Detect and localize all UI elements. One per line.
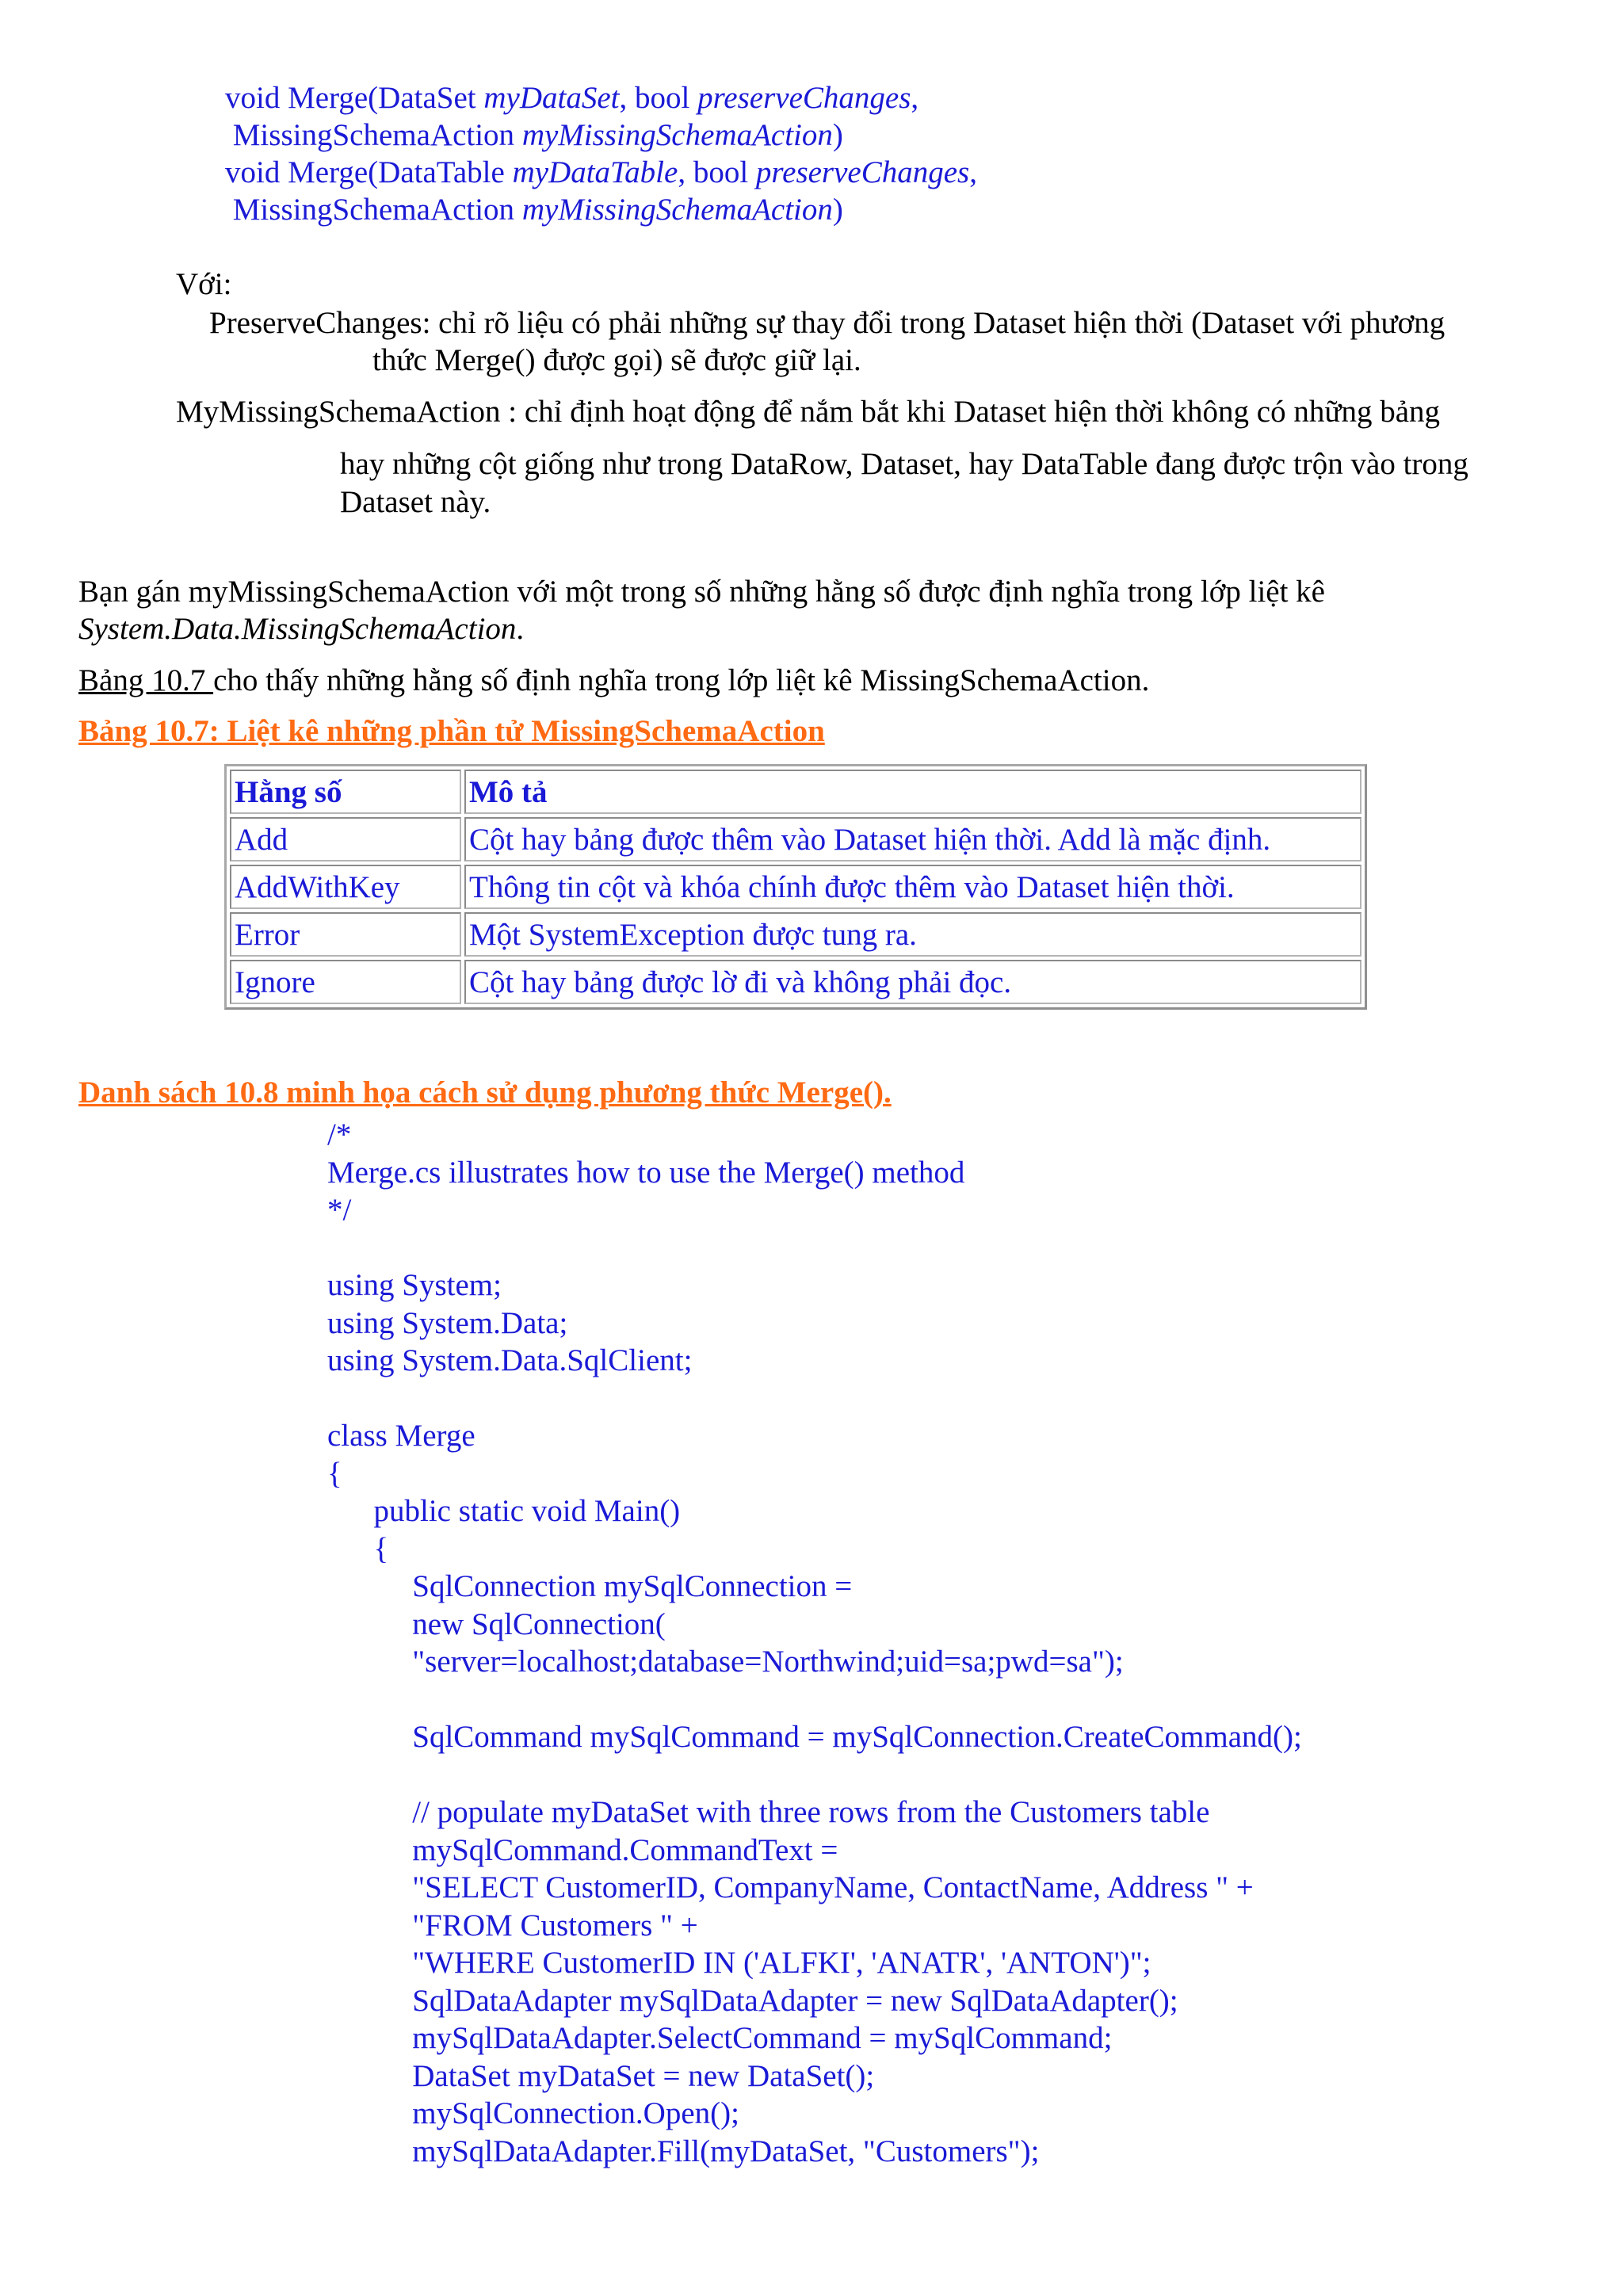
code-line: {	[327, 1456, 342, 1491]
code-line: "SELECT CustomerID, CompanyName, ContactName, Address " +	[327, 1870, 1254, 1904]
code-line	[327, 1229, 1302, 1267]
listing-caption: Danh sách 10.8 minh họa cách sử dụng phương thức Merge().	[78, 1075, 892, 1110]
signature-line-4	[225, 191, 843, 228]
sig-param: myDataTable	[512, 155, 678, 189]
sig-text: MissingSchemaAction	[225, 193, 522, 227]
assign-paragraph-line-2	[78, 610, 524, 648]
signature-line-1	[225, 79, 918, 117]
table-cell-constant: AddWithKey	[230, 865, 461, 909]
code-line: DataSet myDataSet = new DataSet();	[327, 2058, 875, 2093]
table-cell-constant: Add	[230, 817, 461, 861]
missing-schema-desc-3: Dataset này.	[340, 485, 491, 519]
code-line: using System;	[327, 1268, 502, 1302]
code-line: mySqlDataAdapter.SelectCommand = mySqlCommand;	[327, 2021, 1113, 2055]
sig-param: preserveChanges	[697, 81, 911, 115]
sig-text: MissingSchemaAction	[225, 118, 522, 152]
missing-schema-desc-2: hay những cột giống như trong DataRow, Dataset, hay DataTable đang được trộn vào trong	[340, 447, 1468, 481]
table-cell-description: Cột hay bảng được thêm vào Dataset hiện thời. Add là mặc định.	[464, 817, 1361, 861]
code-line: using System.Data;	[327, 1305, 568, 1340]
table-row	[230, 817, 1361, 861]
assign-paragraph-line-1: Bạn gán myMissingSchemaAction với một trong số những hằng số được định nghĩa trong lớp liệt kê	[78, 575, 1325, 609]
table-reference	[78, 662, 1149, 699]
code-line: Merge.cs illustrates how to use the Merge() method	[327, 1155, 965, 1190]
namespace-name: System.Data.MissingSchemaAction	[78, 612, 517, 646]
table-cell-description: Một SystemException được tung ra.	[464, 912, 1361, 957]
code-line: mySqlDataAdapter.Fill(myDataSet, "Customers");	[327, 2134, 1040, 2168]
code-line: new SqlConnection(	[327, 1606, 666, 1641]
code-line: mySqlConnection.Open();	[327, 2096, 739, 2130]
table-cell-description: Cột hay bảng được lờ đi và không phải đọc.	[464, 960, 1361, 1004]
code-line: /*	[327, 1117, 352, 1152]
table-row	[230, 960, 1361, 1004]
code-line: SqlConnection mySqlConnection =	[327, 1569, 853, 1603]
sig-param: myDataSet	[483, 81, 620, 115]
sig-text: void Merge(DataTable	[225, 155, 513, 189]
code-line	[327, 1681, 1302, 1719]
table-row	[230, 912, 1361, 957]
table-header-cell: Hằng số	[230, 770, 461, 814]
missing-schema-action-table	[224, 764, 1367, 1010]
table-cell-constant: Error	[230, 912, 461, 957]
code-line: // populate myDataSet with three rows from the Customers table	[327, 1795, 1210, 1829]
code-listing	[327, 1116, 1302, 2170]
code-line: public static void Main()	[327, 1494, 681, 1528]
sig-text: ,	[911, 81, 919, 115]
sig-text: )	[832, 118, 843, 152]
period: .	[516, 612, 525, 646]
table-header-cell: Mô tả	[464, 770, 1361, 814]
table-reference-link[interactable]: Bảng 10.7	[78, 663, 214, 697]
code-line: SqlCommand mySqlCommand = mySqlConnection.CreateCommand();	[327, 1720, 1302, 1754]
code-line: class Merge	[327, 1419, 475, 1453]
sig-param: myMissingSchemaAction	[521, 193, 833, 227]
code-line: */	[327, 1193, 352, 1227]
missing-schema-desc-1: MyMissingSchemaAction : chỉ định hoạt động để nắm bắt khi Dataset hiện thời không có những bảng	[176, 395, 1441, 429]
signature-line-3	[225, 154, 977, 191]
table-cell-constant: Ignore	[230, 960, 461, 1004]
sig-text: void Merge(DataSet	[225, 81, 484, 115]
code-line: SqlDataAdapter mySqlDataAdapter = new SqlDataAdapter();	[327, 1983, 1178, 2018]
table-caption: Bảng 10.7: Liệt kê những phần tử MissingSchemaAction	[78, 714, 825, 748]
code-line: "WHERE CustomerID IN ('ALFKI', 'ANATR', 'ANTON')";	[327, 1946, 1151, 1980]
sig-text: , bool	[619, 81, 698, 115]
preserve-changes-desc-1: PreserveChanges: chỉ rõ liệu có phải những sự thay đổi trong Dataset hiện thời (Dataset với phương	[209, 306, 1445, 340]
table-cell-description: Thông tin cột và khóa chính được thêm vào Dataset hiện thời.	[464, 865, 1361, 909]
code-line	[327, 1756, 1302, 1794]
sig-text: , bool	[678, 155, 756, 189]
code-line	[327, 1380, 1302, 1418]
with-label: Với:	[176, 267, 232, 301]
signature-line-2	[225, 117, 843, 154]
preserve-changes-desc-2: thức Merge() được gọi) sẽ được giữ lại.	[372, 343, 861, 377]
sig-text: ,	[969, 155, 977, 189]
table-row	[230, 865, 1361, 909]
sig-param: myMissingSchemaAction	[521, 118, 833, 152]
code-line: "server=localhost;database=Northwind;uid=sa;pwd=sa");	[327, 1645, 1124, 1679]
table-header-row	[230, 770, 1361, 814]
code-line: {	[327, 1531, 389, 1566]
code-line: "FROM Customers " +	[327, 1908, 698, 1943]
sig-param: preserveChanges	[755, 155, 970, 189]
code-line: mySqlCommand.CommandText =	[327, 1832, 838, 1867]
table-reference-text: cho thấy những hằng số định nghĩa trong lớp liệt kê MissingSchemaAction.	[213, 663, 1150, 697]
code-line: using System.Data.SqlClient;	[327, 1343, 693, 1377]
sig-text: )	[832, 193, 843, 227]
